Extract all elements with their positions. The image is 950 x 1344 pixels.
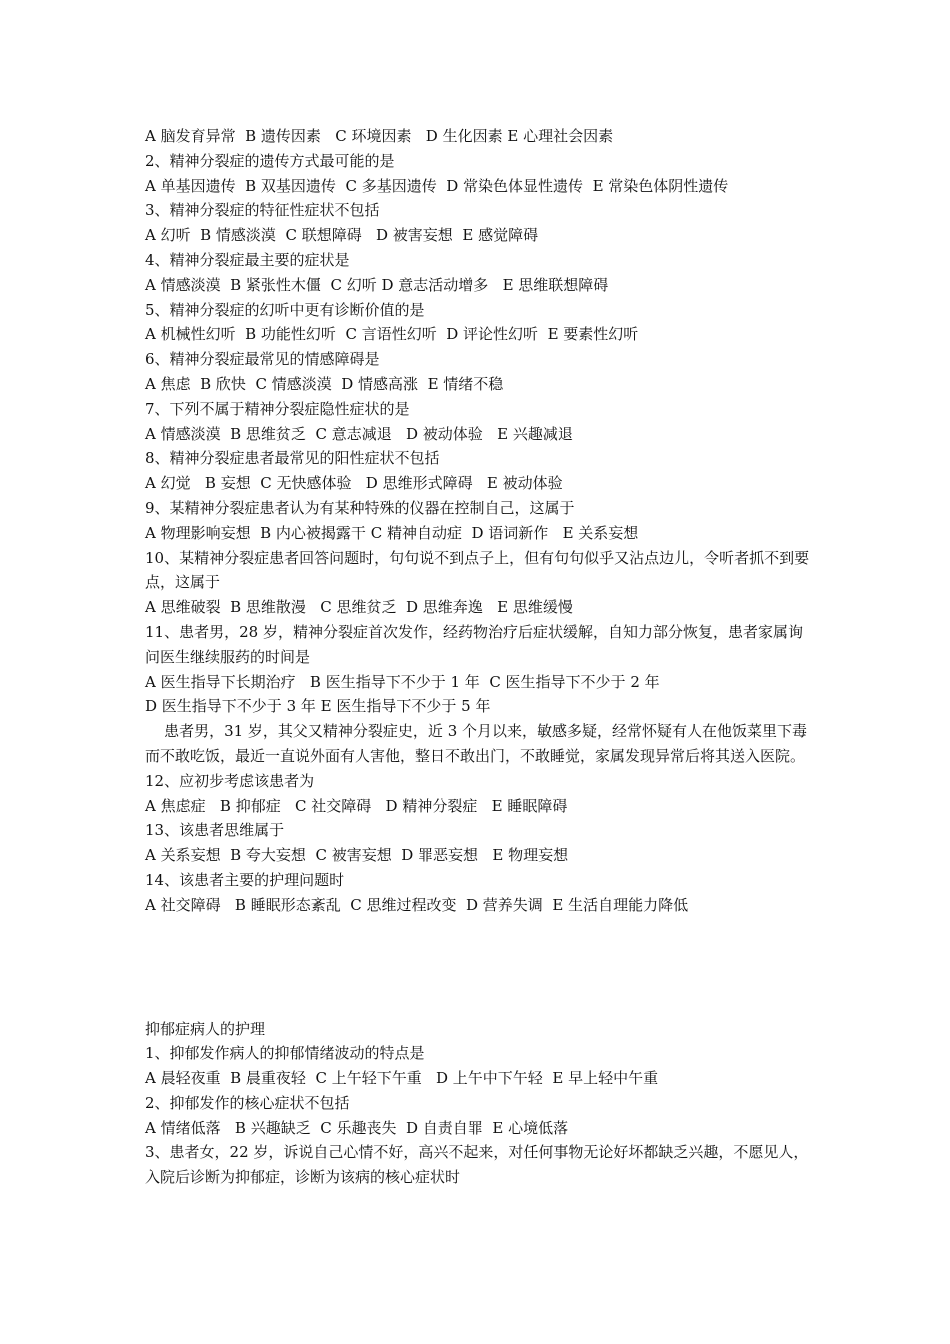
text-line: 13、该患者思维属于 xyxy=(145,821,285,840)
text-line: A 情感淡漠 B 思维贫乏 C 意志减退 D 被动体验 E 兴趣减退 xyxy=(145,424,573,443)
text-line: 2、精神分裂症的遗传方式最可能的是 xyxy=(145,151,395,170)
text-line: 3、患者女，22 岁，诉说自己心情不好，高兴不起来，对任何事物无论好坏都缺乏兴趣，不愿见人，入院后诊断为抑郁症，诊断为该病的核心症状时 xyxy=(145,1143,809,1187)
text-line: 1、抑郁发作病人的抑郁情绪波动的特点是 xyxy=(145,1044,425,1063)
text-line: A 焦虑症 B 抑郁症 C 社交障碍 D 精神分裂症 E 睡眠障碍 xyxy=(145,796,568,815)
text-line: A 单基因遗传 B 双基因遗传 C 多基因遗传 D 常染色体显性遗传 E 常染色体阴性遗传 xyxy=(145,176,729,195)
depression-question-section xyxy=(145,1041,815,1190)
text-line: 11、患者男，28 岁，精神分裂症首次发作，经药物治疗后症状缓解，自知力部分恢复，患者家属询问医生继续服药的时间是 xyxy=(145,622,803,666)
schizophrenia-question-section xyxy=(145,124,815,918)
section-title: 抑郁症病人的护理 xyxy=(145,1019,266,1038)
text-line: A 社交障碍 B 睡眠形态紊乱 C 思维过程改变 D 营养失调 E 生活自理能力降低 xyxy=(145,895,689,914)
text-line: 6、精神分裂症最常见的情感障碍是 xyxy=(145,350,380,369)
text-line: 8、精神分裂症患者最常见的阳性症状不包括 xyxy=(145,449,440,468)
text-line: A 关系妄想 B 夸大妄想 C 被害妄想 D 罪恶妄想 E 物理妄想 xyxy=(145,846,569,865)
text-line: A 机械性幻听 B 功能性幻听 C 言语性幻听 D 评论性幻听 E 要素性幻听 xyxy=(145,325,639,344)
text-line: A 幻听 B 情感淡漠 C 联想障碍 D 被害妄想 E 感觉障碍 xyxy=(145,226,539,245)
text-line: A 情绪低落 B 兴趣缺乏 C 乐趣丧失 D 自责自罪 E 心境低落 xyxy=(145,1118,569,1137)
text-line: A 情感淡漠 B 紧张性木僵 C 幻听 D 意志活动增多 E 思维联想障碍 xyxy=(145,275,609,294)
text-line: 4、精神分裂症最主要的症状是 xyxy=(145,250,350,269)
text-line: 患者男，31 岁，其父又精神分裂症史，近 3 个月以来，敏感多疑，经常怀疑有人在他饭菜里下毒而不敢吃饭，最近一直说外面有人害他，整日不敢出门，不敢睡觉，家属发现异常后将其送入医院。 xyxy=(145,722,808,765)
text-line: A 思维破裂 B 思维散漫 C 思维贫乏 D 思维奔逸 E 思维缓慢 xyxy=(145,598,573,617)
text-line: A 幻觉 B 妄想 C 无快感体验 D 思维形式障碍 E 被动体验 xyxy=(145,474,563,493)
text-line: 5、精神分裂症的幻听中更有诊断价值的是 xyxy=(145,300,425,319)
text-line: 10、某精神分裂症患者回答问题时，句句说不到点子上，但有句句似乎又沾点边儿，令听者抓不到要点，这属于 xyxy=(145,548,810,592)
text-line: A 医生指导下长期治疗 B 医生指导下不少于 1 年 C 医生指导下不少于 2 年 xyxy=(145,672,660,691)
text-line: A 物理影响妄想 B 内心被揭露干 C 精神自动症 D 语词新作 E 关系妄想 xyxy=(145,523,639,542)
text-line: 12、应初步考虑该患者为 xyxy=(145,771,315,790)
section-spacer xyxy=(145,918,815,1017)
text-line: A 脑发育异常 B 遗传因素 C 环境因素 D 生化因素 E 心理社会因素 xyxy=(145,127,614,145)
document-page xyxy=(145,124,815,1190)
text-line: 7、下列不属于精神分裂症隐性症状的是 xyxy=(145,399,410,418)
text-line: A 焦虑 B 欣快 C 情感淡漠 D 情感高涨 E 情绪不稳 xyxy=(145,374,504,393)
text-line: 3、精神分裂症的特征性症状不包括 xyxy=(145,201,380,220)
text-line: 14、该患者主要的护理问题时 xyxy=(145,870,345,889)
text-line: D 医生指导下不少于 3 年 E 医生指导下不少于 5 年 xyxy=(145,697,491,716)
text-line: A 晨轻夜重 B 晨重夜轻 C 上午轻下午重 D 上午中下午轻 E 早上轻中午重 xyxy=(145,1069,659,1088)
text-line: 9、某精神分裂症患者认为有某种特殊的仪器在控制自己，这属于 xyxy=(145,498,575,517)
text-line: 2、抑郁发作的核心症状不包括 xyxy=(145,1093,350,1112)
